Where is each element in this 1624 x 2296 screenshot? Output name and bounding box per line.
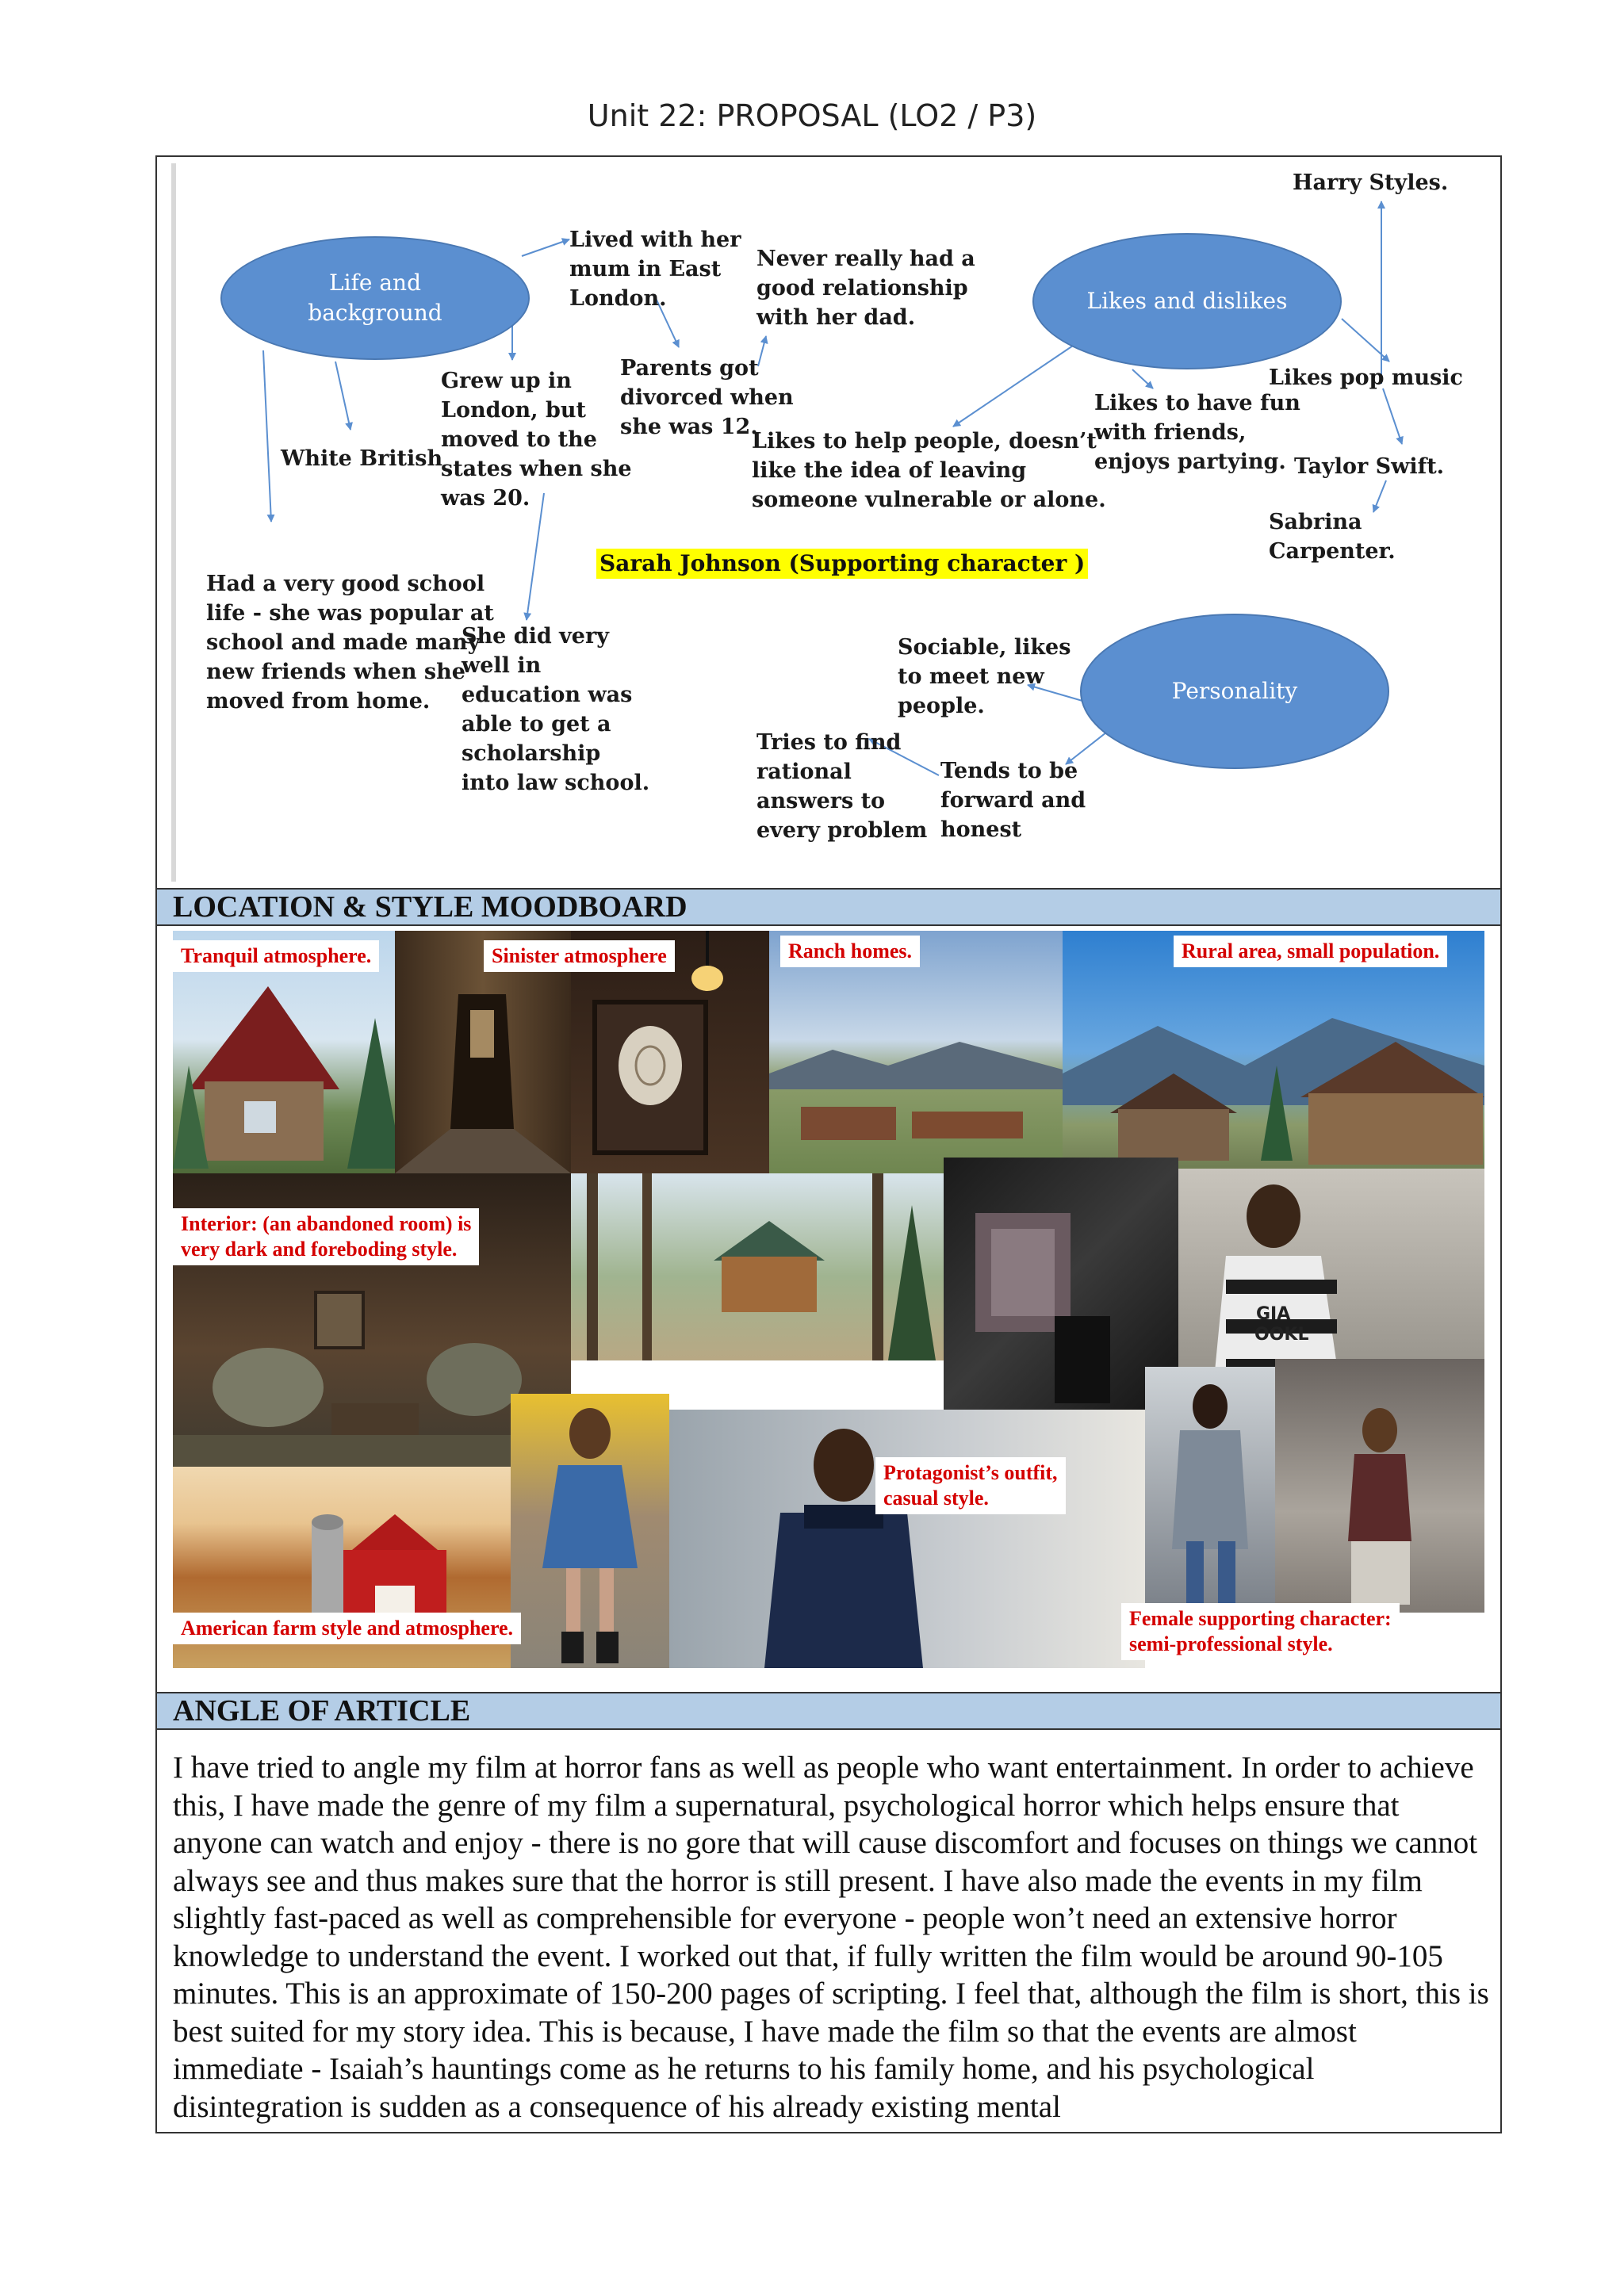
note-white: White British [281,446,443,471]
caption-ranch: Ranch homes. [780,936,920,967]
note-harry: Harry Styles. [1293,170,1449,195]
note-dad: Never really had a good relationship with her dad. [756,247,975,330]
proposal-table [155,155,1502,2133]
note-taylor: Taylor Swift. [1294,454,1445,479]
note-sabrina: Sabrina Carpenter. [1269,510,1396,564]
photo-protagonist-outfit [669,1410,1145,1668]
note-grew: Grew up in London, but moved to the states when she was 20. [441,369,632,511]
node-likes-dislikes: Likes and dislikes [1032,233,1342,369]
photo-log-cabin [571,1173,944,1360]
article-body: I have tried to angle my film at horror fans as well as people who want entertainment. In order to achieve this, I have made the genre of my film a supernatural, psychological horror which helps ensure that anyone can watch and enjoy - there is no gore that will cause discomfort and focuses on things we cannot always see and thus makes sure that the horror is still present. I have also made the events in my film slightly fast-paced as well as comprehensible for everyone - people won’t need an extensive horror knowledge to understand the event. I worked out that, if fully written the film would be around 90-105 minutes. This is an approximate of 150-200 pages of scripting. I feel that, although the film is short, this is best suited for my story idea. This is because, I have made the film so that the events are almost immediate - Isaiah’s hauntings come as he returns to his family home, and his psychological disintegration is sudden as a consequence of his already existing mental [173,1751,1489,2124]
photo-grey-coat-woman [1145,1367,1275,1613]
caption-protagonist: Protagonist’s outfit, casual style. [875,1457,1066,1514]
arrow-likes-help [953,344,1075,427]
caption-tranquil: Tranquil atmosphere. [173,940,379,972]
note-school: Had a very good school life - she was popular at school and made many new friends when she moved from home. [206,572,494,714]
page-title: Unit 22: PROPOSAL (LO2 / P3) [587,98,1037,133]
moodboard-heading: LOCATION & STYLE MOODBOARD [157,888,1500,926]
moodboard-collage [173,931,1484,1668]
arrow-likes-fun [1132,369,1153,388]
node-life-background: Life and background [220,236,530,360]
note-fun: Likes to have fun with friends, enjoys partying. [1094,391,1300,474]
character-mindmap [157,157,1500,890]
caption-farm: American farm style and atmosphere. [173,1613,521,1644]
note-forward: Tends to be forward and honest [940,759,1086,842]
photo-dark-room [944,1158,1178,1410]
caption-sinister: Sinister atmosphere [484,940,675,972]
note-rational: Tries to find rational answers to every problem [756,730,928,843]
caption-female: Female supporting character: semi-professional style. [1121,1603,1400,1660]
note-sociable: Sociable, likes to meet new people. [898,635,1071,718]
note-lived: Lived with her mum in East London. [569,228,741,311]
photo-blue-dress-woman [511,1394,669,1668]
arrow-life-white [335,362,350,430]
article-heading: ANGLE OF ARTICLE [157,1692,1500,1730]
caption-rural: Rural area, small population. [1174,936,1447,967]
arrow-pop-taylor [1383,388,1402,444]
note-education: She did very well in education was able to get a scholarship into law school. [462,624,650,795]
note-parents: Parents got divorced when she was 12. [620,356,794,439]
note-help: Likes to help people, doesn’t like the idea of leaving someone vulnerable or alone. [752,429,1106,512]
character-name-label: Sarah Johnson (Supporting character ) [596,549,1088,579]
arrow-life-lived [522,239,569,256]
note-pop: Likes pop music [1269,365,1463,390]
arrow-life-school [263,350,271,522]
node-personality: Personality [1080,614,1389,769]
caption-interior: Interior: (an abandoned room) is very dark and foreboding style. [173,1208,479,1265]
shirt-print-text: GIA OOKL [1254,1304,1309,1345]
photo-street-woman [1275,1359,1484,1613]
